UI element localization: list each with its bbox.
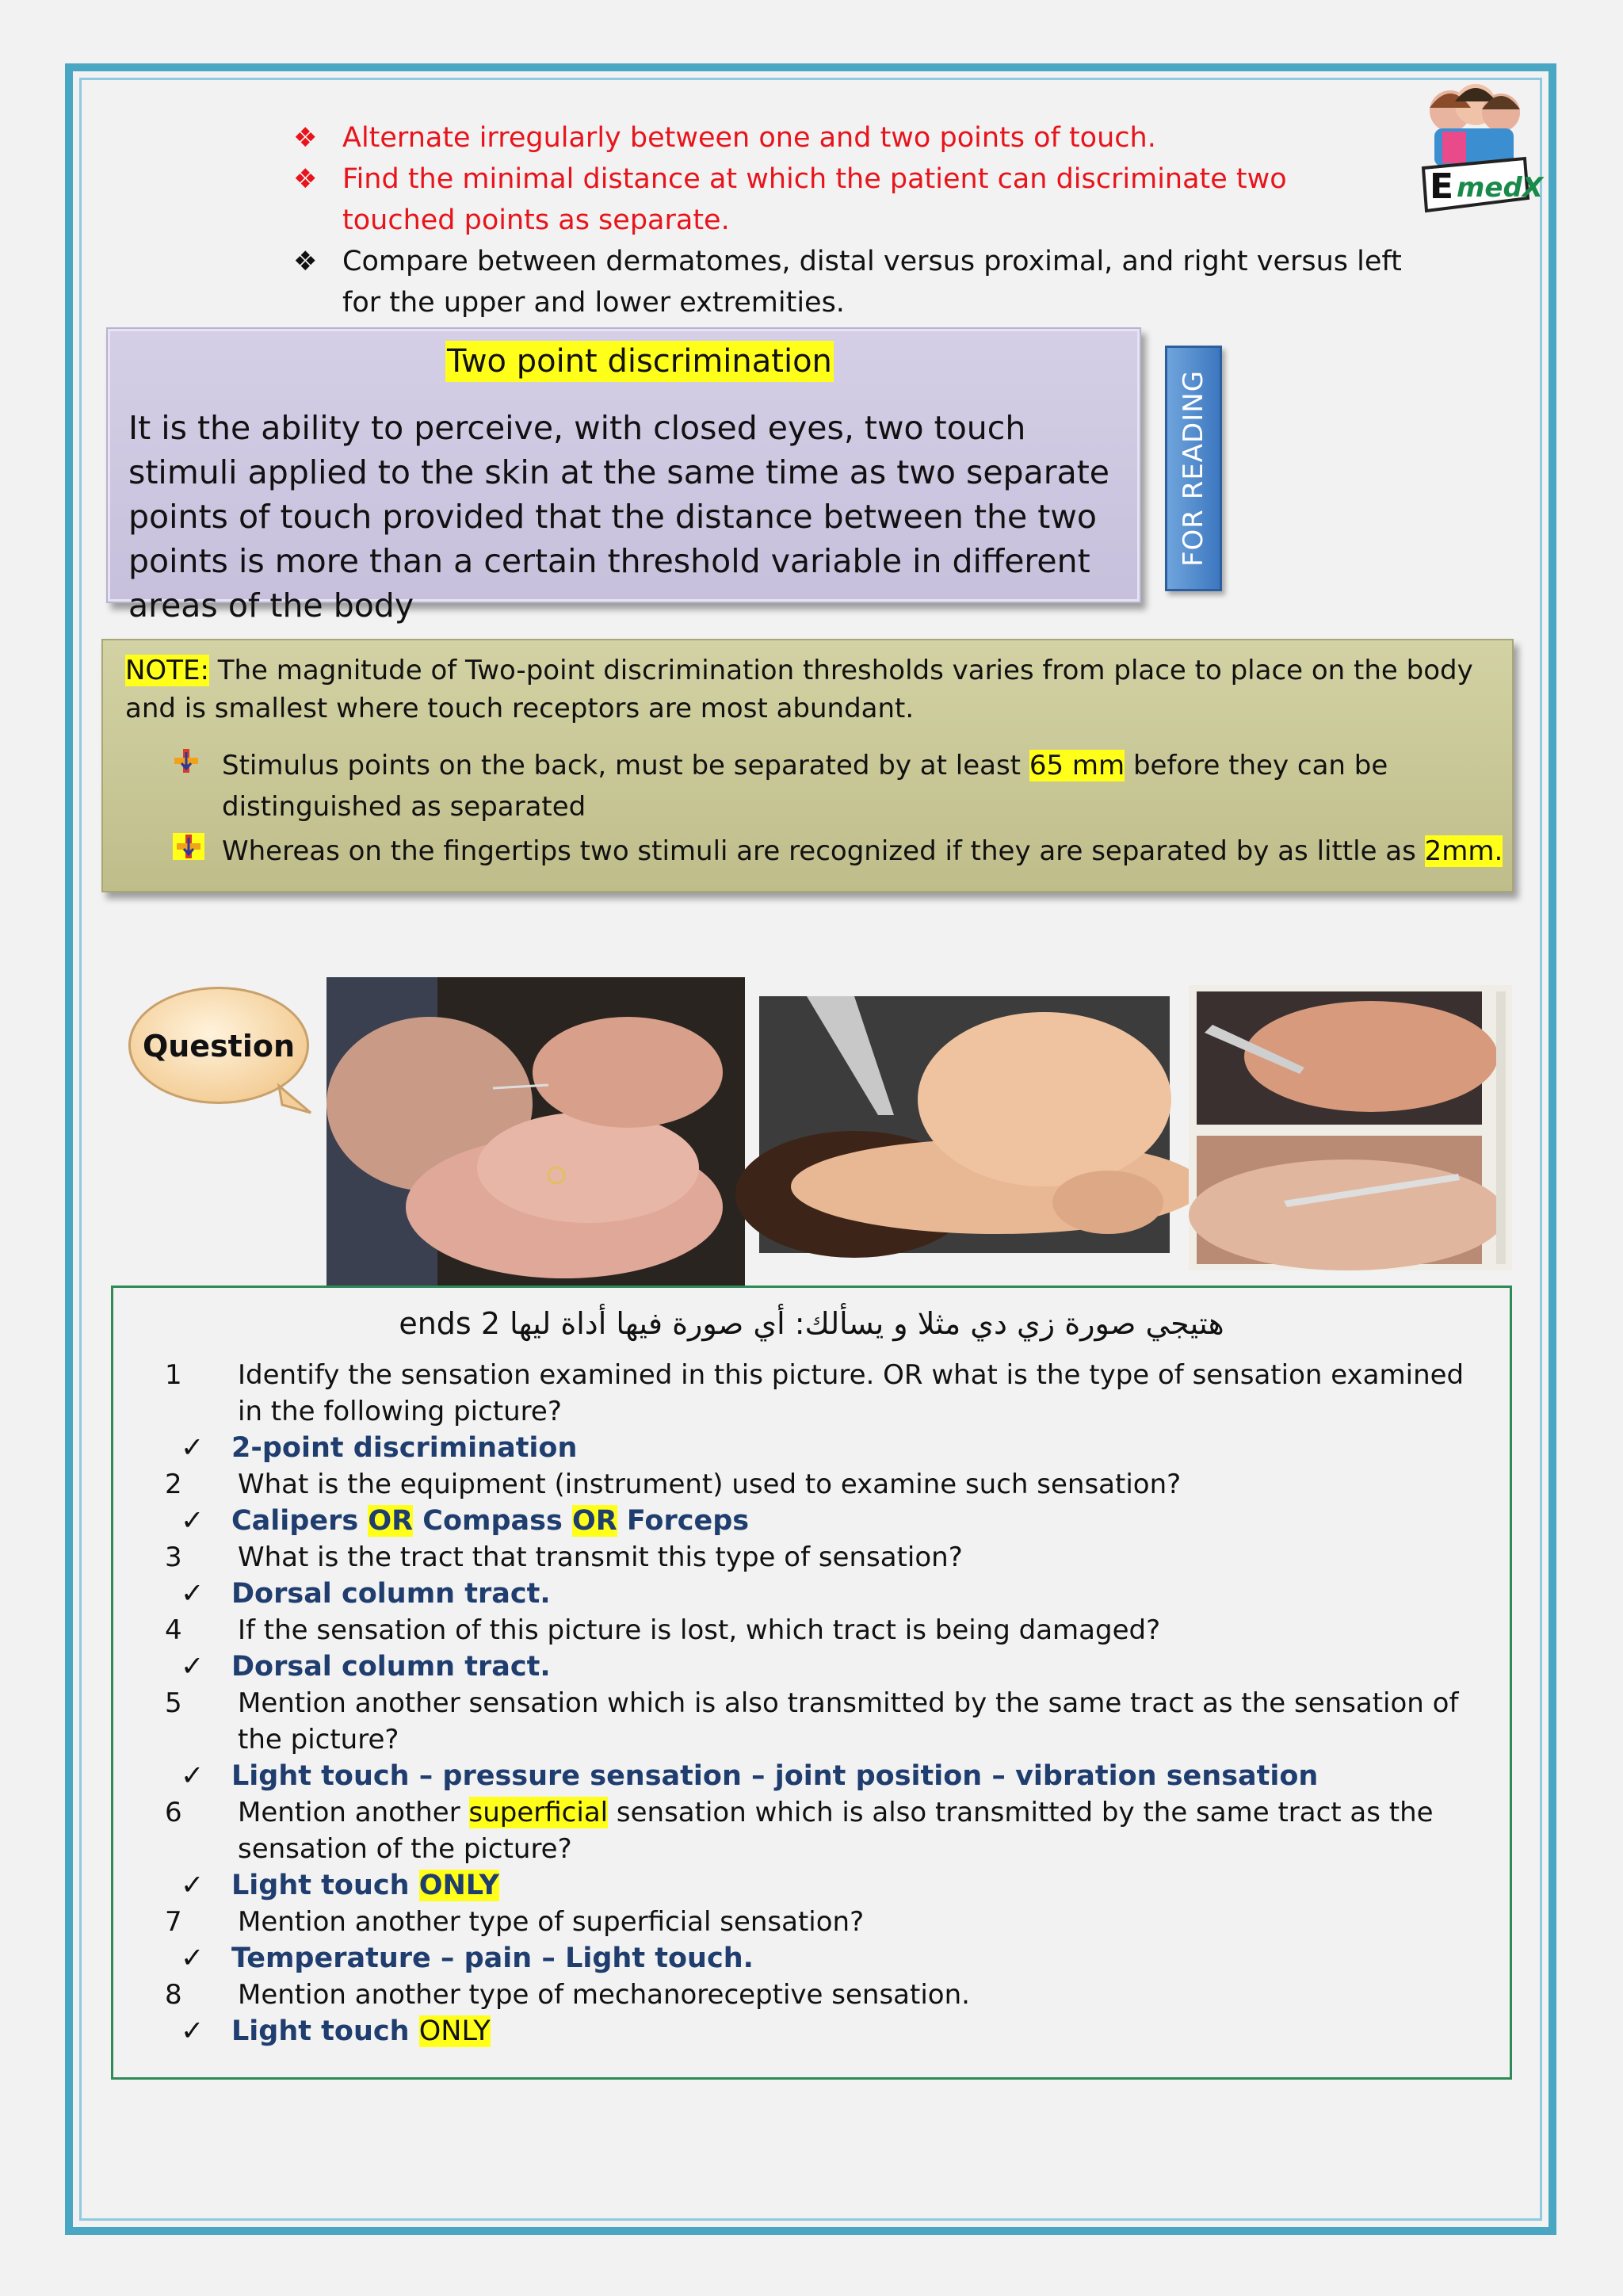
question-item: 8 Mention another type of mechanoreceptive sensation.	[165, 1979, 970, 2011]
answer-item: ✓ Calipers OR Compass OR Forceps	[158, 1503, 1490, 1539]
instruction-bullets	[293, 117, 1403, 323]
check-icon: ✓	[181, 1432, 204, 1464]
check-icon: ✓	[181, 1505, 204, 1537]
diamond-bullet-icon: ❖	[293, 246, 318, 277]
check-icon: ✓	[181, 1578, 204, 1610]
question-item: 5 Mention another sensation which is also transmitted by the same tract as the sensation of the picture?	[165, 1687, 1459, 1755]
note-item-back: Stimulus points on the back, must be separated by at least 65 mm before they can be distinguished as separated	[173, 745, 1504, 827]
svg-text:E: E	[1430, 166, 1454, 207]
photo-palm-two-point-test	[327, 977, 745, 1289]
question-item: 3 What is the tract that transmit this type of sensation?	[165, 1541, 963, 1573]
question-item: 6 Mention another superficial sensation which is also transmitted by the same tract as the sensation of the picture?	[165, 1797, 1434, 1865]
question-item: 1 Identify the sensation examined in this picture. OR what is the type of sensation examined in the following picture?	[165, 1359, 1465, 1427]
bullet-item: ❖ Compare between dermatomes, distal versus proximal, and right versus left for the upper and lower extremities.	[293, 241, 1403, 323]
diamond-bullet-icon: ❖	[293, 163, 318, 195]
definition-title: Two point discrimination	[445, 341, 834, 382]
photo-fingertip-calipers	[759, 996, 1170, 1253]
answer-item: ✓ Dorsal column tract.	[158, 1648, 1490, 1685]
bullet-item: ❖ Alternate irregularly between one and two points of touch.	[293, 117, 1403, 159]
arabic-heading: هتيجي صورة زي دي مثلا و يسألك: أي صورة فيها أداة ليها 2 ends	[399, 1306, 1224, 1341]
medx-logo	[1419, 79, 1544, 214]
cross-arrow-icon	[173, 745, 222, 827]
check-icon: ✓	[181, 1760, 204, 1792]
note-item-fingertips: Whereas on the fingertips two stimuli are recognized if they are separated by as little as 2mm.	[173, 831, 1504, 872]
check-icon: ✓	[181, 1943, 204, 1974]
diamond-bullet-icon: ❖	[293, 122, 318, 154]
question-item: 2 What is the equipment (instrument) used to examine such sensation?	[165, 1469, 1182, 1500]
bullet-item: ❖ Find the minimal distance at which the patient can discriminate two touched points as separate.	[293, 159, 1403, 241]
answer-item: ✓ Light touch ONLY	[158, 2013, 1490, 2050]
question-list	[158, 1357, 1490, 2050]
question-item: 7 Mention another type of superficial sensation?	[165, 1906, 865, 1938]
for-reading-tab: FOR READING	[1165, 346, 1222, 591]
answer-item: ✓ Dorsal column tract.	[158, 1576, 1490, 1612]
bubble-tail	[279, 1086, 311, 1116]
note-text: NOTE: The magnitude of Two-point discrimination thresholds varies from place to place on the body and is smallest where touch receptors are most abundant.	[125, 655, 1473, 724]
answer-item: ✓ Light touch – pressure sensation – joint position – vibration sensation	[158, 1758, 1490, 1794]
answer-item: ✓ Temperature – pain – Light touch.	[158, 1940, 1490, 1977]
svg-text:medX: medX	[1457, 172, 1544, 204]
check-icon: ✓	[181, 1651, 204, 1683]
check-icon: ✓	[181, 1870, 204, 1901]
cross-arrow-icon	[173, 831, 222, 872]
question-bubble: Question	[128, 987, 309, 1104]
photo-forceps-two-panels	[1189, 985, 1512, 1270]
answer-item: ✓ 2-point discrimination	[158, 1430, 1490, 1466]
question-item: 4 If the sensation of this picture is lost, which tract is being damaged?	[165, 1614, 1161, 1646]
definition-text: It is the ability to perceive, with closed eyes, two touch stimuli applied to the skin at the same time as two separate points of touch provided that the distance between the two points is more than a certain threshold variable in different areas of the body	[128, 409, 1109, 625]
check-icon: ✓	[181, 2015, 204, 2047]
note-label: NOTE:	[125, 655, 209, 686]
answer-item: ✓ Light touch ONLY	[158, 1867, 1490, 1904]
